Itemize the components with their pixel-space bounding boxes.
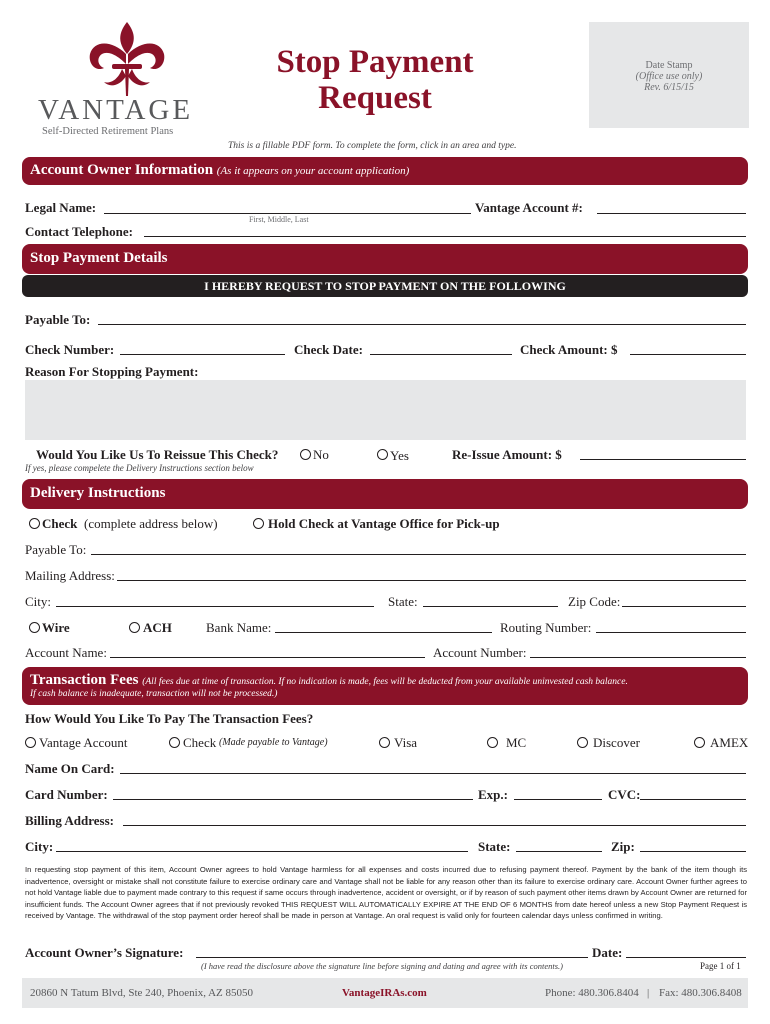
sp-payable-to-label: Payable To:	[25, 312, 91, 327]
dl-state-field[interactable]	[423, 606, 558, 607]
date-stamp-note: (Office use only)	[635, 71, 703, 82]
exp-label: Exp.:	[478, 787, 508, 802]
fee-vantage-account-label: Vantage Account	[39, 735, 128, 750]
reissue-question: Would You Like Us To Reissue This Check?	[36, 447, 279, 462]
fee-visa-radio[interactable]	[379, 737, 390, 748]
fee-visa-label: Visa	[394, 735, 418, 750]
reissue-no-radio[interactable]	[300, 449, 311, 460]
mailing-address-field[interactable]	[117, 580, 746, 581]
account-name-label: Account Name:	[25, 645, 107, 660]
ach-label: ACH	[143, 620, 172, 635]
cvc-field[interactable]	[640, 799, 746, 800]
brand-name: VANTAGE	[38, 94, 194, 126]
sp-payable-to-field[interactable]	[98, 324, 746, 325]
dl-city-field[interactable]	[56, 606, 374, 607]
legal-name-field[interactable]	[104, 213, 471, 214]
account-number-label: Account Number:	[433, 645, 527, 660]
page-title-line1: Stop Payment	[276, 44, 474, 80]
fee-mc-label: MC	[506, 735, 527, 750]
fee-check-label: Check	[183, 735, 217, 750]
wire-label: Wire	[42, 620, 70, 635]
billing-zip-label: Zip:	[611, 839, 635, 854]
page-title-line2: Request	[318, 80, 432, 116]
disclaimer-text: In requesting stop payment of this item, Account Owner agrees to hold Vantage harmless for all expenses and costs incurred due to refusing payment thereof. Payment by the bank of the item though its inadvertence, oversight or mistake shall not constitute failure to exercise ordinary care and Vantage shall not be liable for any reason other than its failure to exercise ordinary care. Account Owner further agrees to not hold Vantage liable due to payment made contrary to this request if same occurs through inadvertence, accident or oversight, or if by reason of such payment other items drawn by Account Owner are returned for insufficient funds. The Account Owner agrees that if not previously revoked THIS REQUEST WILL AUTOMATICALLY EXPIRE AT THE END OF 6 MONTHS from date hereof unless a new Stop Payment Request is received by Vantage. The withdrawal of the stop payment order hereof shall be made in person at Vantage. An oral request is valid only for fourteen calendar days unless confirmed in writing.	[25, 865, 747, 921]
vantage-account-label: Vantage Account #:	[475, 200, 583, 215]
bank-name-field[interactable]	[275, 632, 492, 633]
signature-note: (I have read the disclosure above the signature line before signing and dating and agree with its contents.)	[201, 961, 563, 971]
footer-fax: Fax: 480.306.8408	[659, 987, 742, 999]
contact-telephone-label: Contact Telephone:	[25, 224, 133, 239]
fee-discover-label: Discover	[593, 735, 640, 750]
reason-textarea[interactable]	[25, 380, 746, 440]
billing-address-field[interactable]	[123, 825, 746, 826]
section-header-delivery	[22, 479, 748, 509]
reason-label: Reason For Stopping Payment:	[25, 364, 199, 379]
account-owner-note: (As it appears on your account application)	[216, 165, 410, 177]
fee-mc-radio[interactable]	[487, 737, 498, 748]
fleur-de-lis-icon	[82, 20, 172, 100]
date-stamp-label: Date Stamp	[645, 60, 693, 71]
cvc-label: CVC:	[608, 787, 641, 802]
fee-vantage-account-radio[interactable]	[25, 737, 36, 748]
dl-state-label: State:	[388, 594, 418, 609]
mailing-address-label: Mailing Address:	[25, 568, 115, 583]
reissue-no-label: No	[313, 447, 329, 462]
legal-name-hint: First, Middle, Last	[249, 215, 309, 224]
billing-state-field[interactable]	[516, 851, 602, 852]
contact-telephone-field[interactable]	[144, 236, 746, 237]
billing-city-field[interactable]	[56, 851, 468, 852]
dl-zip-label: Zip Code:	[568, 594, 621, 609]
footer-address: 20860 N Tatum Blvd, Ste 240, Phoenix, AZ 85050	[30, 987, 254, 999]
dl-city-label: City:	[25, 594, 52, 609]
signature-date-field[interactable]	[626, 957, 746, 958]
page-title	[250, 44, 500, 116]
check-date-label: Check Date:	[294, 342, 363, 357]
wire-radio[interactable]	[29, 622, 40, 633]
brand-tagline: Self-Directed Retirement Plans	[42, 126, 174, 137]
signature-date-label: Date:	[592, 945, 623, 960]
card-number-label: Card Number:	[25, 787, 108, 802]
billing-state-label: State:	[478, 839, 511, 854]
date-stamp-rev: Rev. 6/15/15	[644, 82, 694, 93]
delivery-check-radio[interactable]	[29, 518, 40, 529]
fee-check-radio[interactable]	[169, 737, 180, 748]
account-name-field[interactable]	[110, 657, 425, 658]
reissue-yes-radio[interactable]	[377, 449, 388, 460]
fee-amex-label: AMEX	[710, 735, 749, 750]
reissue-note: If yes, please compelete the Delivery Instructions section below	[25, 463, 254, 473]
check-date-field[interactable]	[370, 354, 512, 355]
ach-radio[interactable]	[129, 622, 140, 633]
fees-note-2: If cash balance is inadequate, transaction will not be processed.)	[30, 689, 278, 699]
section-header-fees	[22, 667, 748, 705]
fillable-note: This is a fillable PDF form. To complete the form, click in an area and type.	[228, 141, 517, 151]
fees-note-1: (All fees due at time of transaction. If no indication is made, fees will be deducted from your available uninvested cash balance.	[142, 677, 628, 687]
dl-payable-to-field[interactable]	[91, 554, 746, 555]
routing-number-field[interactable]	[596, 632, 746, 633]
footer-phone: Phone: 480.306.8404	[545, 987, 639, 999]
date-stamp-box[interactable]	[589, 22, 749, 128]
billing-zip-field[interactable]	[640, 851, 746, 852]
page-number: Page 1 of 1	[700, 961, 741, 971]
dl-payable-to-label: Payable To:	[25, 542, 87, 557]
section-header-account-owner	[22, 157, 748, 185]
check-number-field[interactable]	[120, 354, 285, 355]
vantage-logo	[34, 20, 204, 140]
check-number-label: Check Number:	[25, 342, 115, 357]
delivery-hold-label: Hold Check at Vantage Office for Pick-up	[268, 516, 500, 531]
dl-zip-field[interactable]	[622, 606, 746, 607]
vantage-account-field[interactable]	[597, 213, 746, 214]
footer	[22, 978, 748, 1008]
footer-separator: |	[647, 987, 650, 999]
stop-payment-title: Stop Payment Details	[30, 250, 168, 266]
reissue-amount-field[interactable]	[580, 459, 746, 460]
routing-number-label: Routing Number:	[500, 620, 592, 635]
signature-field[interactable]	[196, 957, 588, 958]
footer-website[interactable]: VantageIRAs.com	[342, 987, 427, 999]
name-on-card-field[interactable]	[120, 773, 746, 774]
signature-label: Account Owner’s Signature:	[25, 945, 184, 960]
card-number-field[interactable]	[113, 799, 473, 800]
check-amount-field[interactable]	[630, 354, 746, 355]
name-on-card-label: Name On Card:	[25, 761, 115, 776]
check-amount-label: Check Amount: $	[520, 342, 618, 357]
fee-discover-radio[interactable]	[577, 737, 588, 748]
account-number-field[interactable]	[530, 657, 746, 658]
billing-city-label: City:	[25, 839, 54, 854]
delivery-check-note: (complete address below)	[84, 516, 218, 531]
billing-address-label: Billing Address:	[25, 813, 114, 828]
exp-field[interactable]	[514, 799, 602, 800]
reissue-amount-label: Re-Issue Amount: $	[452, 447, 562, 462]
reissue-yes-label: Yes	[390, 448, 409, 463]
legal-name-label: Legal Name:	[25, 200, 97, 215]
section-header-stop-payment	[22, 244, 748, 274]
fees-title: Transaction Fees	[30, 672, 139, 688]
delivery-hold-radio[interactable]	[253, 518, 264, 529]
fees-question: How Would You Like To Pay The Transaction Fees?	[25, 711, 314, 726]
fee-amex-radio[interactable]	[694, 737, 705, 748]
stop-payment-banner: I HEREBY REQUEST TO STOP PAYMENT ON THE FOLLOWING	[22, 275, 748, 297]
delivery-title: Delivery Instructions	[30, 485, 166, 501]
delivery-check-label: Check	[42, 516, 78, 531]
account-owner-title: Account Owner Information	[30, 162, 214, 178]
fee-check-note: (Made payable to Vantage)	[219, 737, 328, 748]
bank-name-label: Bank Name:	[206, 620, 272, 635]
